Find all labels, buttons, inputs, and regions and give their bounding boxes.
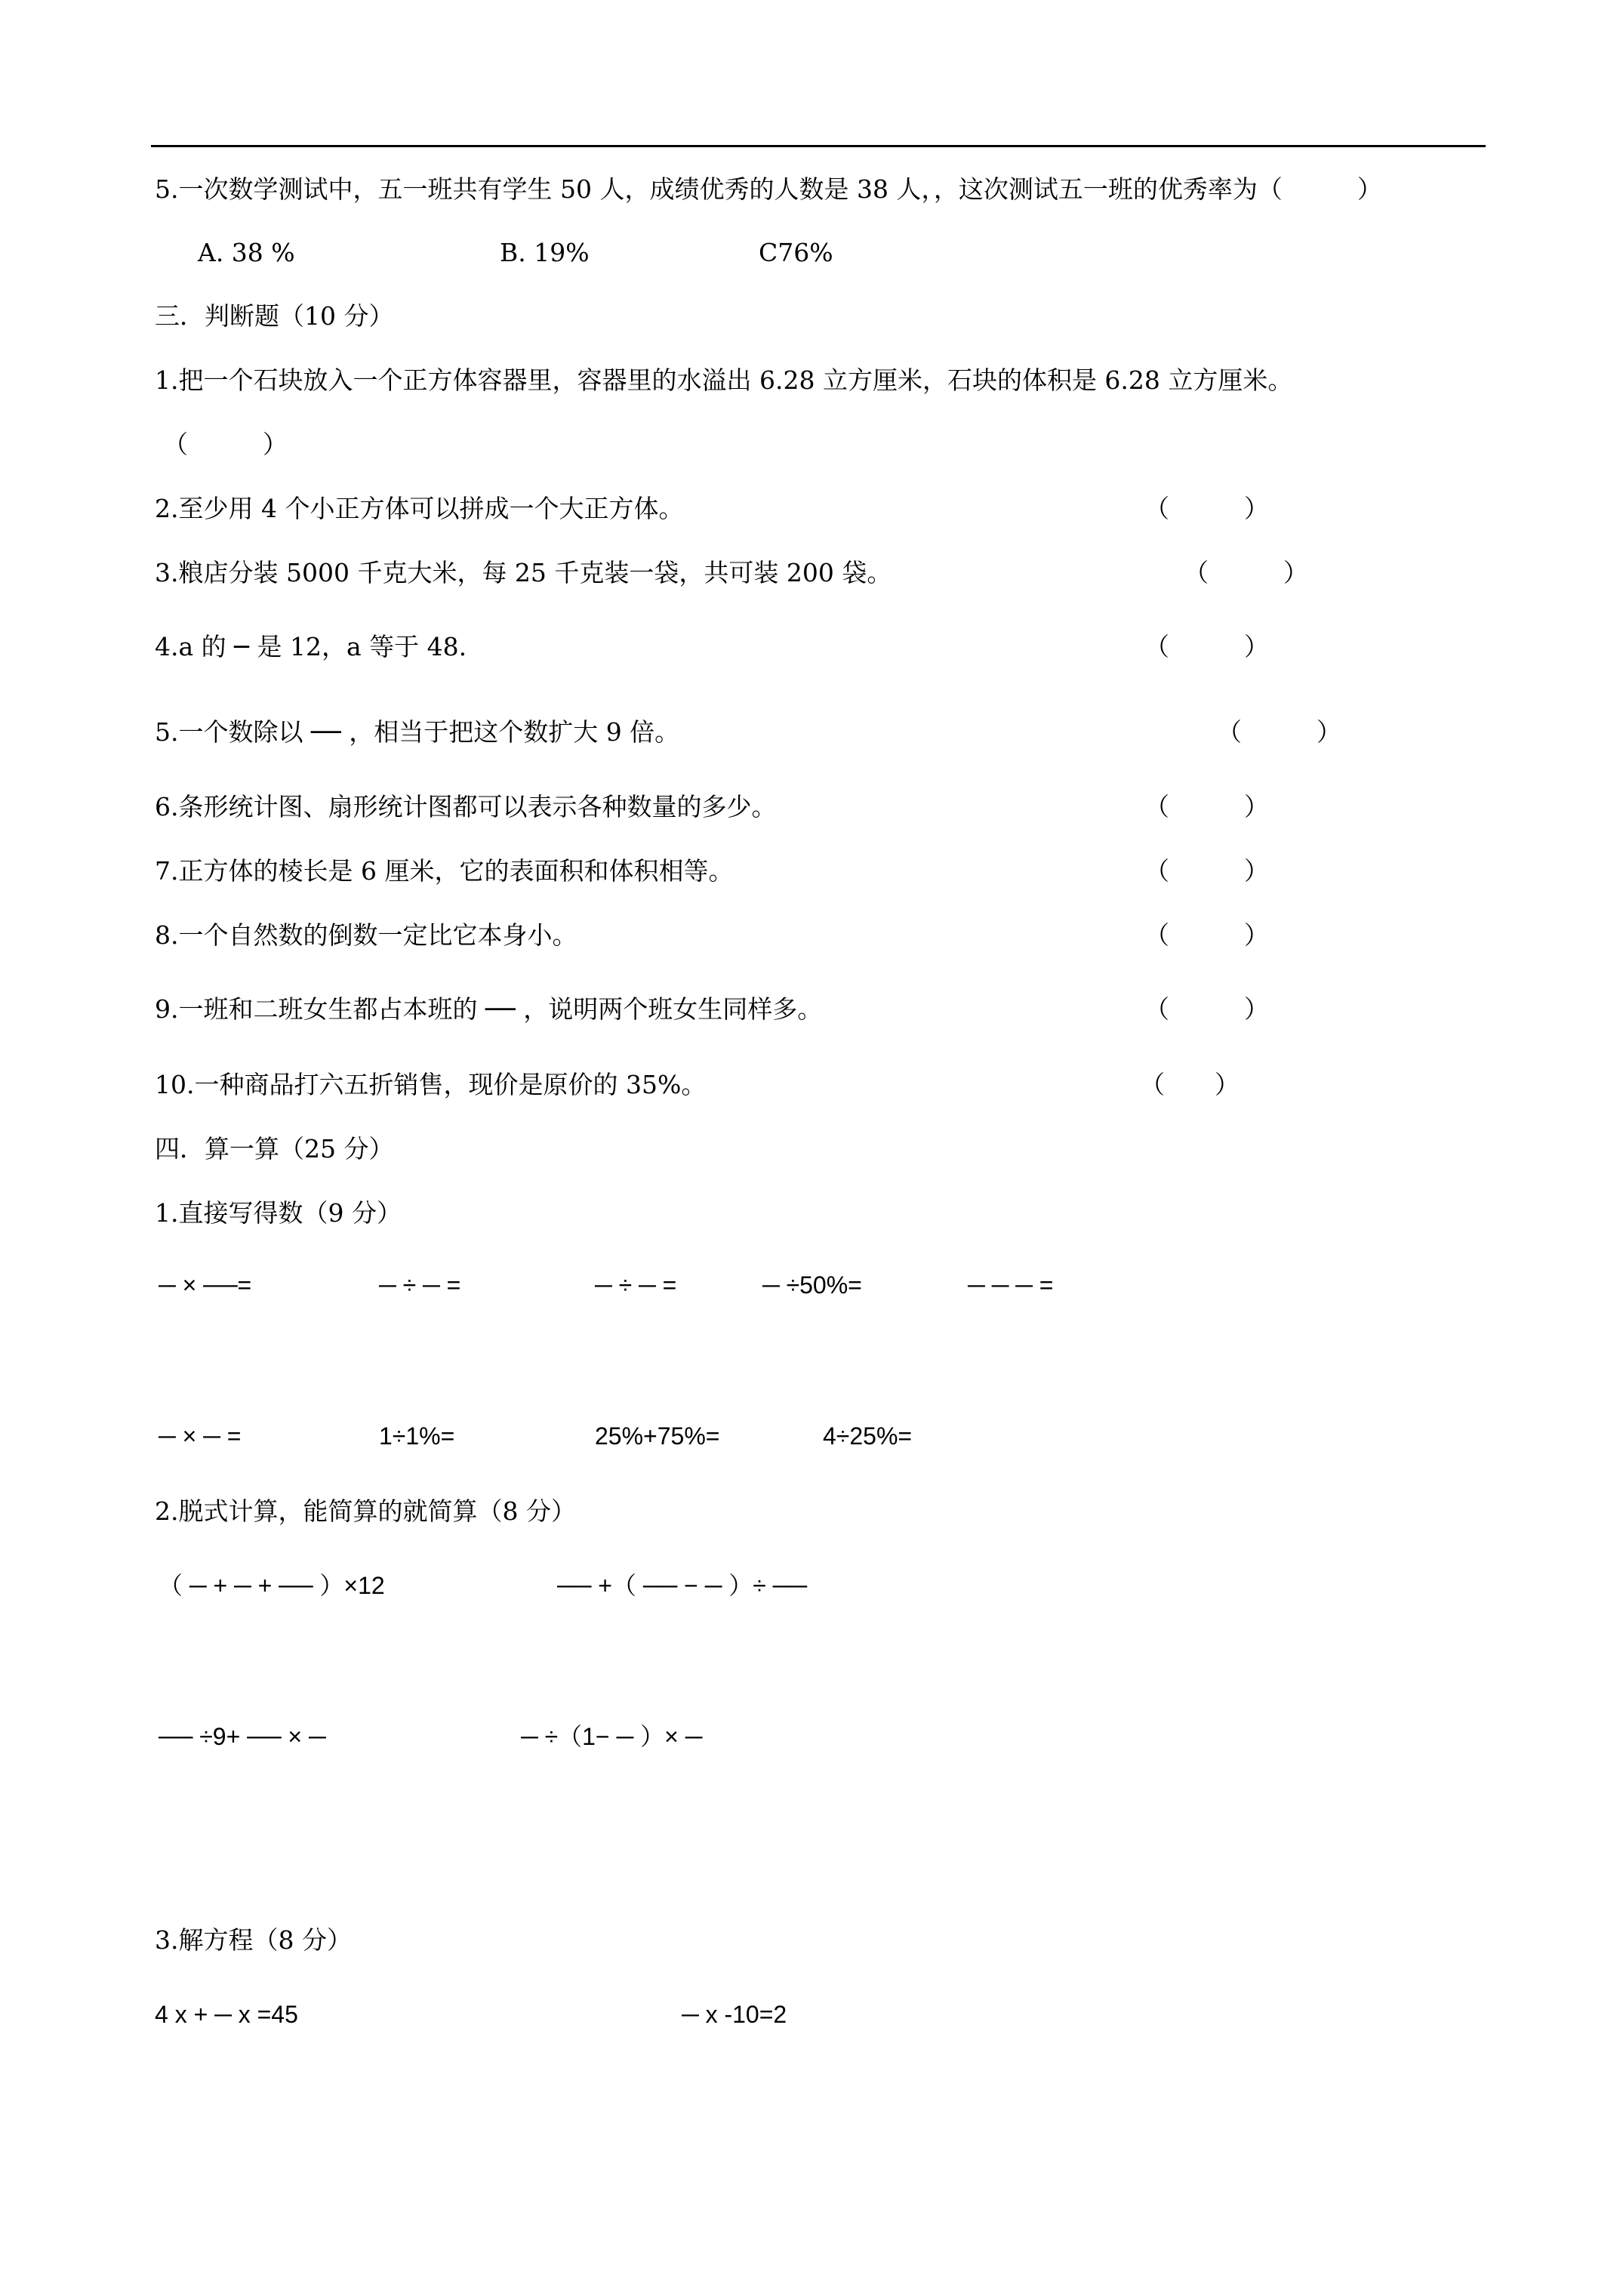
- equation-item: 4 x + ─ x =45: [155, 2001, 298, 2028]
- judge-question-2: 2.至少用 4 个小正方体可以拼成一个大正方体。: [155, 494, 684, 523]
- option-a: A. 38 %: [198, 238, 295, 267]
- judge-paren-3: （ ）: [1184, 558, 1308, 587]
- step-calc-item: ── ÷9+ ── × ─: [159, 1723, 326, 1750]
- judge-question-1: 1.把一个石块放入一个正方体容器里，容器里的水溢出 6.28 立方厘米，石块的体积是 6.28 立方厘米。: [155, 365, 1293, 395]
- header-rule: [151, 145, 1486, 147]
- judge-paren-1: （ ）: [163, 430, 288, 459]
- direct-calc-item: 1÷1%=: [379, 1422, 455, 1450]
- judge-question-6: 6.条形统计图、扇形统计图都可以表示各种数量的多少。: [155, 792, 777, 821]
- judge-paren-6: （ ）: [1144, 792, 1269, 821]
- direct-calc-title: 1.直接写得数（9 分）: [155, 1198, 402, 1228]
- judge-question-5: 5.一个数除以 ── ，相当于把这个数扩大 9 倍。: [155, 717, 680, 747]
- judge-paren-9: （ ）: [1144, 994, 1269, 1024]
- direct-calc-item: 25%+75%=: [595, 1422, 720, 1450]
- judge-paren-8: （ ）: [1144, 920, 1269, 950]
- judge-question-8: 8.一个自然数的倒数一定比它本身小。: [155, 920, 577, 950]
- judge-paren-2: （ ）: [1144, 494, 1269, 523]
- direct-calc-item: ─ ─ ─ =: [968, 1271, 1054, 1299]
- judge-question-10: 10.一种商品打六五折销售，现价是原价的 35%。: [155, 1070, 707, 1099]
- judge-paren-4: （ ）: [1144, 632, 1269, 661]
- step-calc-item: ── +（ ── − ─ ）÷ ──: [557, 1572, 807, 1599]
- judge-paren-5: （ ）: [1217, 717, 1341, 747]
- judge-paren-10: （ ）: [1140, 1070, 1240, 1099]
- judge-paren-7: （ ）: [1144, 856, 1269, 886]
- direct-calc-item: ─ × ──=: [159, 1271, 252, 1299]
- step-calc-title: 2.脱式计算，能简算的就简算（8 分）: [155, 1496, 576, 1526]
- equation-item: ─ x -10=2: [682, 2001, 787, 2028]
- option-c: C76%: [759, 238, 833, 267]
- equation-title: 3.解方程（8 分）: [155, 1925, 352, 1955]
- judge-question-4: 4.a 的 ─ 是 12，a 等于 48.: [155, 632, 467, 661]
- direct-calc-item: ─ ÷50%=: [762, 1271, 862, 1299]
- judge-question-9: 9.一班和二班女生都占本班的 ── ，说明两个班女生同样多。: [155, 994, 823, 1024]
- direct-calc-item: 4÷25%=: [823, 1422, 913, 1450]
- judge-question-7: 7.正方体的棱长是 6 厘米，它的表面积和体积相等。: [155, 856, 734, 886]
- section-calc-title: 四．算一算（25 分）: [155, 1134, 394, 1163]
- judge-question-3: 3.粮店分装 5000 千克大米，每 25 千克装一袋，共可装 200 袋。: [155, 558, 892, 587]
- option-b: B. 19%: [500, 238, 590, 267]
- step-calc-item: （ ─ + ─ + ── ）×12: [159, 1572, 385, 1599]
- mc-question-5: 5.一次数学测试中，五一班共有学生 50 人，成绩优秀的人数是 38 人，，这次测试五一班的优秀率为（ ）: [155, 174, 1382, 204]
- direct-calc-item: ─ ÷ ─ =: [379, 1271, 461, 1299]
- direct-calc-item: ─ ÷ ─ =: [595, 1271, 677, 1299]
- section-judge-title: 三．判断题（10 分）: [155, 301, 394, 331]
- step-calc-item: ─ ÷（1− ─ ）× ─: [521, 1723, 703, 1750]
- direct-calc-item: ─ × ─ =: [159, 1422, 242, 1450]
